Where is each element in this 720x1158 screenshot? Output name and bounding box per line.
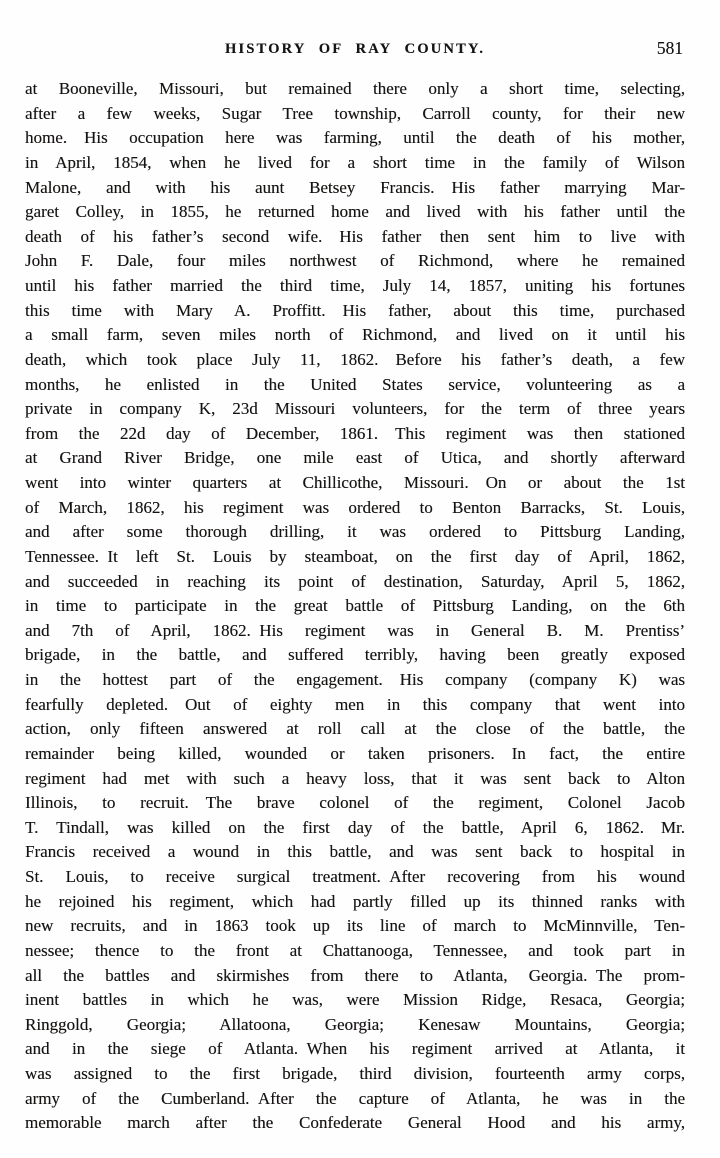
text-line: Malone, and with his aunt Betsey Francis. His father marrying Mar- bbox=[25, 177, 685, 197]
text-line: he rejoined his regiment, which had partly filled up its thinned ranks with bbox=[25, 891, 685, 911]
text-line: death of his father’s second wife. His father then sent him to live with bbox=[25, 226, 685, 246]
text-line: months, he enlisted in the United States service, volunteering as a bbox=[25, 374, 685, 394]
text-line: brigade, in the battle, and suffered terribly, having been greatly exposed bbox=[25, 645, 685, 665]
text-line: home. His occupation here was farming, until the death of his mother, bbox=[25, 128, 685, 148]
text-line: and succeeded in reaching its point of destination, Saturday, April 5, 1862, bbox=[25, 571, 685, 591]
text-line: of March, 1862, his regiment was ordered to Benton Barracks, St. Louis, bbox=[25, 497, 685, 517]
body-text bbox=[25, 77, 685, 1136]
text-line: was assigned to the first brigade, third division, fourteenth army corps, bbox=[25, 1064, 685, 1083]
text-line: Francis received a wound in this battle, and was sent back to hospital in bbox=[25, 842, 685, 862]
text-line: at Grand River Bridge, one mile east of Utica, and shortly afterward bbox=[25, 448, 685, 468]
text-line: remainder being killed, wounded or taken prisoners. In fact, the entire bbox=[25, 743, 685, 763]
text-line: army of the Cumberland. After the capture of Atlanta, he was in the bbox=[25, 1088, 685, 1108]
text-line: in April, 1854, when he lived for a short time in the family of Wilson bbox=[25, 152, 685, 172]
text-line: garet Colley, in 1855, he returned home and lived with his father until the bbox=[25, 202, 685, 222]
text-line: memorable march after the Confederate General Hood and his army, bbox=[25, 1113, 685, 1133]
page-header bbox=[25, 39, 685, 61]
text-line: death, which took place July 11, 1862. Before his father’s death, a few bbox=[25, 349, 685, 369]
text-line: this time with Mary A. Proffitt. His father, about this time, purchased bbox=[25, 300, 685, 320]
text-line: new recruits, and in 1863 took up its line of march to McMinnville, Ten- bbox=[25, 916, 685, 936]
text-line: inent battles in which he was, were Mission Ridge, Resaca, Georgia; bbox=[25, 990, 685, 1010]
text-line: after a few weeks, Sugar Tree township, Carroll county, for their new bbox=[25, 103, 685, 123]
text-line: at Booneville, Missouri, but remained there only a short time, selecting, bbox=[25, 79, 685, 98]
text-line: Illinois, to recruit. The brave colonel of the regiment, Colonel Jacob bbox=[25, 793, 685, 813]
text-line: fearfully depleted. Out of eighty men in this company that went into bbox=[25, 694, 685, 714]
text-line: and after some thorough drilling, it was ordered to Pittsburg Landing, bbox=[25, 522, 685, 542]
text-line: private in company K, 23d Missouri volunteers, for the term of three years bbox=[25, 399, 685, 419]
text-line: from the 22d day of December, 1861. This regiment was then stationed bbox=[25, 423, 685, 443]
text-line: and 7th of April, 1862. His regiment was in General B. M. Prentiss’ bbox=[25, 620, 685, 640]
page-number: 581 bbox=[656, 38, 683, 58]
text-line: regiment had met with such a heavy loss, that it was sent back to Alton bbox=[25, 768, 685, 788]
text-line: St. Louis, to receive surgical treatment. After recovering from his wound bbox=[25, 867, 685, 886]
text-line: and in the siege of Atlanta. When his regiment arrived at Atlanta, it bbox=[25, 1039, 685, 1059]
text-line: went into winter quarters at Chillicothe, Missouri. On or about the 1st bbox=[25, 473, 685, 492]
text-line: nessee; thence to the front at Chattanooga, Tennessee, and took part in bbox=[25, 940, 685, 960]
running-title: HISTORY OF RAY COUNTY. bbox=[224, 41, 486, 57]
text-line: action, only fifteen answered at roll call at the close of the battle, the bbox=[25, 719, 685, 739]
text-line: Ringgold, Georgia; Allatoona, Georgia; Kenesaw Mountains, Georgia; bbox=[25, 1014, 685, 1034]
text-line: in the hottest part of the engagement. His company (company K) was bbox=[25, 670, 685, 689]
text-line: until his father married the third time, July 14, 1857, uniting his fortunes bbox=[25, 276, 685, 295]
text-line: John F. Dale, four miles northwest of Richmond, where he remained bbox=[25, 251, 685, 271]
text-line: T. Tindall, was killed on the first day of the battle, April 6, 1862. Mr. bbox=[25, 817, 685, 837]
text-line: in time to participate in the great battle of Pittsburg Landing, on the 6th bbox=[25, 596, 685, 616]
text-line: all the battles and skirmishes from there to Atlanta, Georgia. The prom- bbox=[25, 965, 685, 985]
text-line: Tennessee. It left St. Louis by steamboat, on the first day of April, 1862, bbox=[25, 546, 685, 566]
text-line: a small farm, seven miles north of Richmond, and lived on it until his bbox=[25, 325, 685, 345]
